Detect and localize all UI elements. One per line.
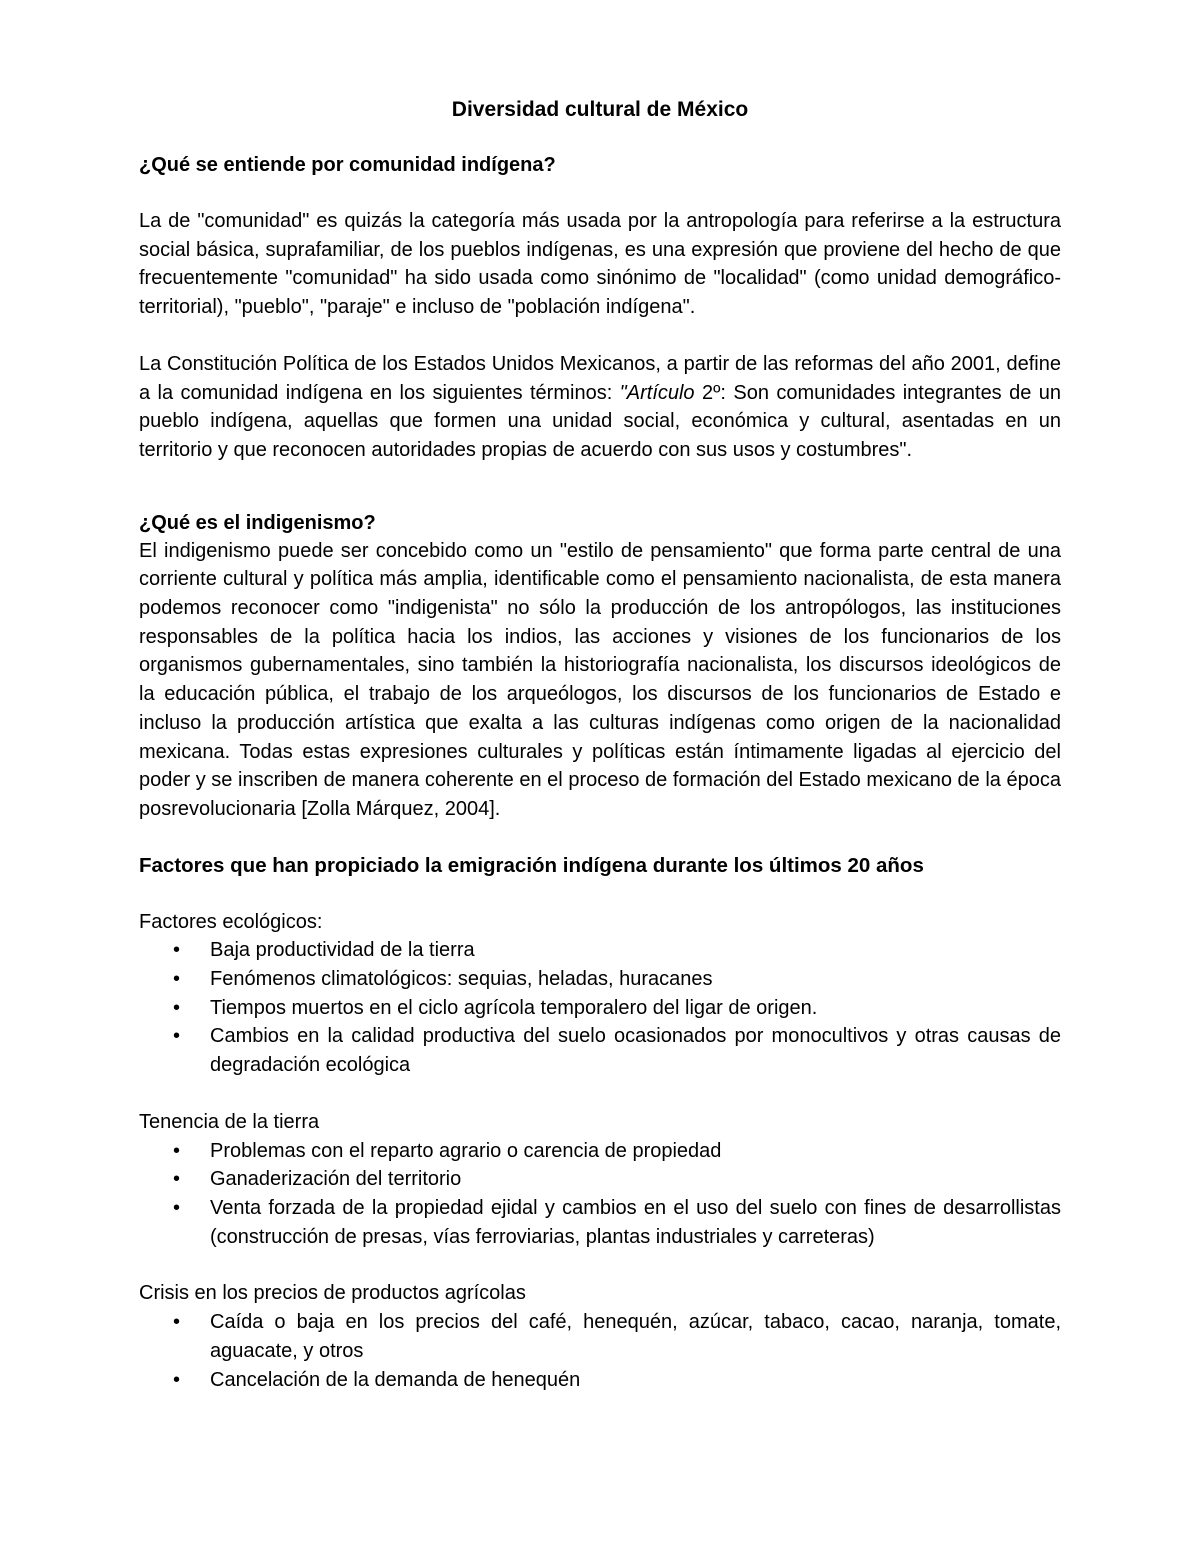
bullet-icon: • bbox=[173, 968, 181, 991]
list-item bbox=[139, 936, 1061, 965]
list-item bbox=[139, 1022, 1061, 1079]
list-item-text: Venta forzada de la propiedad ejidal y cambios en el uso del suelo con fines de desarrollistas (construcción de presas, vías ferroviarias, plantas industriales y carreteras) bbox=[210, 1196, 1061, 1248]
bullet-icon: • bbox=[173, 1168, 181, 1191]
list-item-text: Baja productividad de la tierra bbox=[210, 939, 475, 962]
list-crisis bbox=[139, 1308, 1061, 1394]
bullet-icon: • bbox=[173, 1368, 181, 1391]
section-heading-indigenismo: ¿Qué es el indigenismo? bbox=[139, 511, 376, 534]
bullet-icon: • bbox=[173, 1025, 181, 1048]
list-item bbox=[139, 1366, 1061, 1395]
bullet-icon: • bbox=[173, 939, 181, 962]
bullet-icon: • bbox=[173, 996, 181, 1019]
list-item-text: Cancelación de la demanda de henequén bbox=[210, 1368, 581, 1391]
section-heading-factores: Factores que han propiciado la emigración indígena durante los últimos 20 años bbox=[139, 853, 924, 877]
bullet-icon: • bbox=[173, 1196, 181, 1219]
bullet-icon: • bbox=[173, 1139, 181, 1162]
list-item-text: Problemas con el reparto agrario o carencia de propiedad bbox=[210, 1139, 722, 1162]
section-heading-comunidad: ¿Qué se entiende por comunidad indígena? bbox=[139, 154, 556, 176]
document-page bbox=[139, 96, 1061, 1394]
paragraph-comunidad: La de "comunidad" es quizás la categoría más usada por la antropología para referirse a la estructura social básica, suprafamiliar, de los pueblos indígenas, es una expresión que proviene del hecho de que frecuentemente "comunidad" ha sido usada como sinónimo de "localidad" (como unidad demográfico-territorial), "pueblo", "paraje" e incluso de "población indígena". bbox=[139, 210, 1061, 319]
list-item bbox=[139, 1308, 1061, 1365]
list-item bbox=[139, 1194, 1061, 1251]
list-item-text: Cambios en la calidad productiva del suelo ocasionados por monocultivos y otras causas de degradación ecológica bbox=[210, 1025, 1061, 1077]
paragraph-indigenismo: El indigenismo puede ser concebido como un "estilo de pensamiento" que forma parte central de una corriente cultural y política más amplia, identificable como el pensamiento nacionalista, de esta manera podemos reconocer como "indigenista" no sólo la producción de los antropólogos, las instituciones responsables de la política hacia los indios, las acciones y visiones de los funcionarios de los organismos gubernamentales, sino también la historiografía nacionalista, los discursos ideológicos de la educación pública, el trabajo de los arqueólogos, los discursos de los funcionarios de Estado e incluso la producción artística que exalta a las culturas indígenas como origen de la nacionalidad mexicana. Todas estas expresiones culturales y políticas están íntimamente ligadas al ejercicio del poder y se inscriben de manera coherente en el proceso de formación del Estado mexicano de la época posrevolucionaria [Zolla Márquez, 2004]. bbox=[139, 539, 1061, 820]
list-item bbox=[139, 1165, 1061, 1194]
group-label-tenencia: Tenencia de la tierra bbox=[139, 1110, 320, 1133]
paragraph-constitucion-intro: La Constitución Política de los Estados Unidos Mexicanos, a partir de las reformas del año 2001, define a la comunidad indígena en los siguientes términos: bbox=[139, 352, 1061, 404]
list-item bbox=[139, 994, 1061, 1023]
list-ecologicos bbox=[139, 936, 1061, 1080]
group-label-ecologicos: Factores ecológicos: bbox=[139, 910, 323, 933]
list-item bbox=[139, 1137, 1061, 1166]
list-item-text: Tiempos muertos en el ciclo agrícola temporalero del ligar de origen. bbox=[210, 996, 818, 1019]
document-title: Diversidad cultural de México bbox=[451, 98, 749, 121]
paragraph-constitucion bbox=[139, 350, 1061, 465]
article-label: "Artículo bbox=[619, 381, 695, 404]
article-quote: 2º: Son comunidades integrantes de un pueblo indígena, aquellas que formen una unidad social, económica y cultural, asentadas en un territorio y que reconocen autoridades propias de acuerdo con sus usos y costumbres". bbox=[139, 381, 1061, 461]
group-label-crisis: Crisis en los precios de productos agrícolas bbox=[139, 1282, 526, 1305]
bullet-icon: • bbox=[173, 1311, 181, 1334]
list-item-text: Caída o baja en los precios del café, henequén, azúcar, tabaco, cacao, naranja, tomate, aguacate, y otros bbox=[210, 1311, 1061, 1362]
list-item bbox=[139, 965, 1061, 994]
list-item-text: Ganaderización del territorio bbox=[210, 1168, 462, 1191]
list-tenencia bbox=[139, 1137, 1061, 1252]
list-item-text: Fenómenos climatológicos: sequias, heladas, huracanes bbox=[210, 968, 713, 991]
